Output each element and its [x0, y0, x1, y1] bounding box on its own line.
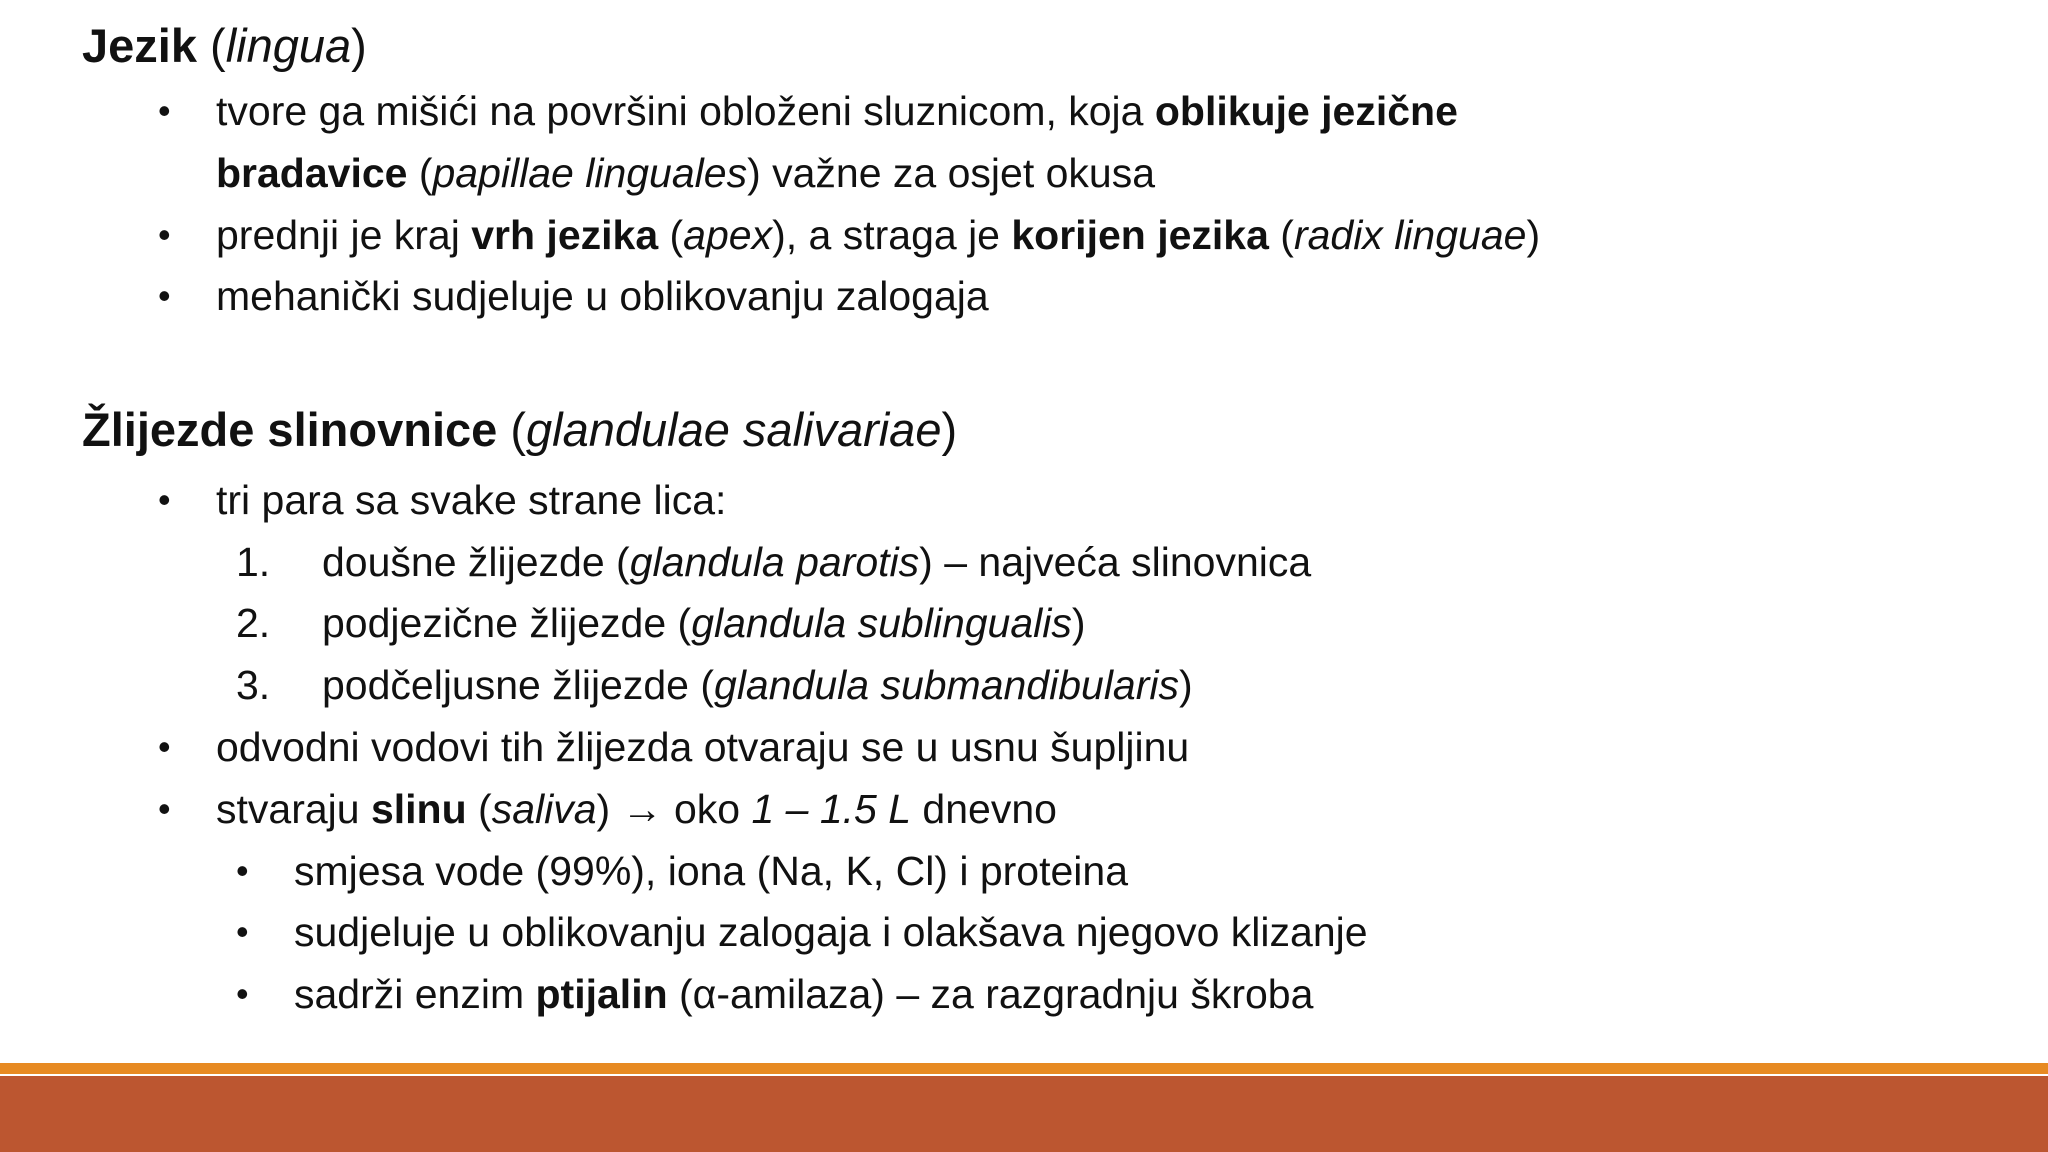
text-run: odvodni vodovi tih žlijezda otvaraju se u usnu šupljinu — [216, 724, 1190, 770]
text-run: podčeljusne žlijezde ( — [322, 662, 715, 708]
sub-list-item — [294, 969, 1313, 1019]
text-run-italic: apex — [683, 212, 773, 258]
text-run: tvore ga mišići na površini obloženi sluznicom, koja — [216, 88, 1155, 134]
text-run: ) — [1071, 600, 1086, 646]
text-run: podjezične žlijezde ( — [322, 600, 692, 646]
text-run: stvaraju — [216, 786, 371, 832]
text-run: sudjeluje u oblikovanju zalogaja i olakšava njegovo klizanje — [294, 909, 1368, 955]
text-run: dnevno — [911, 786, 1057, 832]
footer-band — [0, 1076, 2048, 1152]
section-title-zlijezde — [82, 400, 957, 460]
text-run-bold: oblikuje jezične — [1154, 88, 1458, 134]
sub-list-item — [294, 907, 1368, 957]
text-run: (α-amilaza) – za razgradnju škroba — [667, 971, 1314, 1017]
bullet-marker: • — [158, 275, 171, 316]
text-run: sadrži enzim — [294, 971, 536, 1017]
title-bold: Žlijezde slinovnice — [82, 403, 498, 456]
list-item-line — [216, 86, 1458, 136]
text-run-bold: slinu — [370, 786, 467, 832]
bullet-marker: • — [158, 214, 171, 255]
text-run-italic: 1 – 1.5 L — [751, 786, 912, 832]
list-item — [216, 475, 726, 525]
list-item — [216, 210, 1540, 260]
title-paren-open: ( — [497, 403, 527, 456]
text-run: ( — [1268, 212, 1294, 258]
bullet-marker: • — [158, 90, 171, 131]
section-title-jezik — [82, 16, 367, 76]
text-run-italic: radix linguae — [1293, 212, 1527, 258]
text-run: oko — [662, 786, 752, 832]
title-italic: lingua — [225, 19, 352, 72]
text-run-bold: bradavice — [216, 150, 408, 196]
bullet-marker: • — [158, 479, 171, 520]
title-bold: Jezik — [82, 19, 197, 72]
sub-list-item — [294, 846, 1128, 896]
text-run: prednji je kraj — [216, 212, 472, 258]
text-run-italic: glandula submandibularis — [714, 662, 1179, 708]
numbered-item — [322, 598, 1086, 648]
text-run: ) — [1179, 662, 1193, 708]
arrow-icon: → — [621, 786, 663, 832]
sub-bullet-marker: • — [236, 850, 249, 891]
list-item-line — [216, 148, 1155, 198]
text-run: tri para sa svake strane lica: — [216, 477, 727, 523]
title-paren-close: ) — [351, 19, 367, 72]
list-item — [216, 722, 1189, 772]
text-run: ( — [407, 150, 433, 196]
text-run: ( — [658, 212, 684, 258]
text-run-italic: glandula parotis — [629, 539, 920, 585]
text-run: ) — [1526, 212, 1541, 258]
title-italic: glandulae salivariae — [526, 403, 942, 456]
list-number: 2. — [236, 600, 271, 646]
text-run: ) — [596, 786, 622, 832]
text-run: smjesa vode (99%), iona (Na, K, Cl) i proteina — [294, 848, 1129, 894]
text-run: ) – najveća slinovnica — [919, 539, 1312, 585]
text-run: ), a straga je — [772, 212, 1012, 258]
text-run: ( — [466, 786, 492, 832]
text-run: ) važne za osjet okusa — [747, 150, 1156, 196]
text-run-bold: korijen jezika — [1011, 212, 1269, 258]
title-paren-close: ) — [941, 403, 958, 456]
title-paren-open: ( — [196, 19, 226, 72]
list-item — [216, 271, 989, 321]
text-run-bold: ptijalin — [535, 971, 668, 1017]
footer-accent-line — [0, 1063, 2048, 1074]
numbered-item — [322, 660, 1193, 710]
text-run-italic: saliva — [491, 786, 597, 832]
text-run: doušne žlijezde ( — [322, 539, 630, 585]
text-run-italic: glandula sublingualis — [691, 600, 1072, 646]
text-run-italic: papillae linguales — [432, 150, 748, 196]
bullet-marker: • — [158, 788, 171, 829]
list-number: 1. — [236, 539, 271, 585]
numbered-item — [322, 537, 1311, 587]
text-run: mehanički sudjeluje u oblikovanju zalogaja — [216, 273, 989, 319]
sub-bullet-marker: • — [236, 973, 249, 1014]
sub-bullet-marker: • — [236, 911, 249, 952]
list-item — [216, 784, 1057, 834]
text-run-bold: vrh jezika — [471, 212, 659, 258]
list-number: 3. — [236, 662, 271, 708]
bullet-marker: • — [158, 726, 171, 767]
